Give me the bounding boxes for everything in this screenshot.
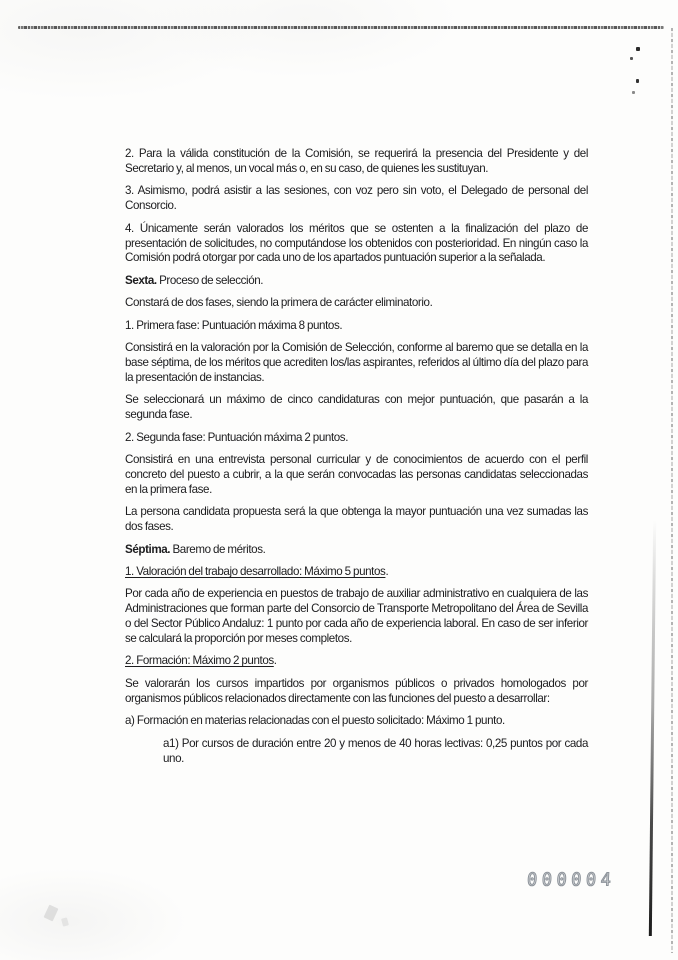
paragraph-text-suffix: .: [385, 564, 389, 578]
scan-artifact-right-edge: [671, 28, 673, 953]
paragraph-text: Por cada año de experiencia en puestos de trabajo de auxiliar administrativo en cualquiera de las Administraciones que forman parte del Consorcio de Transporte Metropolitano del Área de Sevilla o del Sector Público Andaluz: 1 punto por cada año de experiencia laboral. En caso de ser inferior se calculará la proporción por meses completos.: [125, 587, 588, 646]
scan-speck: [632, 91, 635, 94]
section-heading: [125, 654, 588, 669]
scan-artifact-top-line: [18, 26, 664, 29]
scan-speck: [636, 47, 640, 51]
paragraph: [125, 184, 588, 214]
paragraph: [125, 677, 588, 707]
clause-number: Séptima.: [125, 542, 171, 556]
paragraph: [125, 587, 588, 647]
paragraph-text: 1. Valoración del trabajo desarrollado: Máximo 5 puntos: [125, 564, 386, 578]
scan-speck: [61, 917, 69, 926]
paragraph: [163, 737, 588, 767]
paragraph-text: Se seleccionará un máximo de cinco candidaturas con mejor puntuación, que pasarán a la segunda fase.: [125, 393, 588, 422]
clause-heading: [125, 274, 588, 289]
paragraph-text: 2. Formación: Máximo 2 puntos: [125, 654, 274, 668]
clause-heading: [125, 543, 588, 558]
paragraph-text: Constará de dos fases, siendo la primera de carácter eliminatorio.: [125, 296, 433, 310]
page-number-stamp: 000004: [526, 869, 616, 891]
paragraph: [125, 296, 588, 311]
paragraph-text: 3. Asimismo, podrá asistir a las sesiones, con voz pero sin voto, el Delegado de personal del Consorcio.: [125, 184, 588, 213]
paragraph-text: Proceso de selección.: [156, 273, 264, 287]
paragraph: [125, 714, 588, 729]
paragraph-text: 2. Para la válida constitución de la Comisión, se requerirá la presencia del Presidente y del Secretario y, al menos, un vocal más o, en su caso, de quienes les sustituyan.: [125, 147, 588, 175]
paragraph-text: Consistirá en la valoración por la Comisión de Selección, conforme al baremo que se detalla en la base séptima, de los méritos que acrediten los/las aspirantes, referidos al último día del plazo para la presentación de instancias.: [125, 341, 588, 384]
paragraph-text: 4. Únicamente serán valorados los méritos que se ostenten a la finalización del plazo de presentación de solicitudes, no computándose los obtenidos con posterioridad. En ningún caso la Comisión podrá otorgar por cada uno de los apartados puntuación superior a la señalada.: [125, 221, 588, 265]
paragraph: [125, 505, 588, 535]
paragraph-text: Baremo de méritos.: [170, 542, 266, 556]
paragraph: [125, 341, 588, 386]
paragraph-text-suffix: .: [273, 654, 277, 668]
paragraph: [125, 453, 588, 498]
scan-speck: [630, 57, 633, 60]
scan-artifact-streak: [649, 520, 656, 936]
paragraph-text: Consistirá en una entrevista personal curricular y de conocimientos de acuerdo con el perfil concreto del puesto a cubrir, a la que serán convocadas las personas candidatas seleccionadas en la primera fase.: [125, 453, 588, 496]
scan-speck: [44, 905, 59, 922]
section-heading: [125, 565, 588, 580]
document-text-block: [125, 147, 588, 774]
paragraph: [125, 222, 588, 267]
clause-number: Sexta.: [125, 273, 157, 287]
paragraph: [125, 147, 588, 177]
paragraph: [125, 393, 588, 423]
paragraph-text: a) Formación en materias relacionadas con el puesto solicitado: Máximo 1 punto.: [125, 714, 505, 728]
paragraph: [125, 431, 588, 446]
scan-speck: [636, 79, 639, 83]
paragraph-text: Se valorarán los cursos impartidos por organismos públicos o privados homologados por organismos públicos relacionados directamente con las funciones del puesto a desarrollar:: [125, 676, 588, 705]
paragraph-text: 2. Segunda fase: Puntuación máxima 2 puntos.: [125, 430, 349, 444]
paragraph-text: La persona candidata propuesta será la que obtenga la mayor puntuación una vez sumadas las dos fases.: [125, 505, 588, 534]
paragraph: [125, 319, 588, 334]
paragraph-text: 1. Primera fase: Puntuación máxima 8 puntos.: [125, 318, 343, 332]
paragraph-text: a1) Por cursos de duración entre 20 y menos de 40 horas lectivas: 0,25 puntos por cada uno.: [163, 736, 588, 765]
